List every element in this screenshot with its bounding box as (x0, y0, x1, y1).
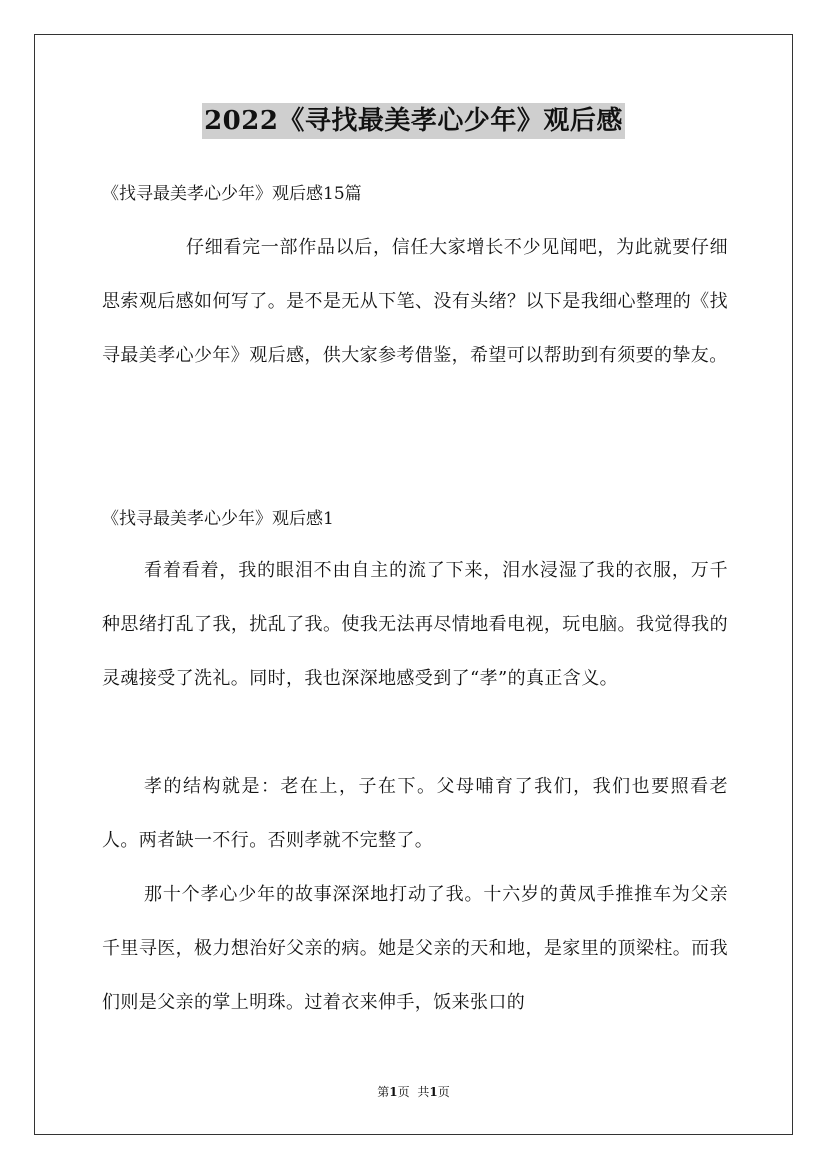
intro-paragraph: 仔细看完一部作品以后，信任大家增长不少见闻吧，为此就要仔细思索观后感如何写了。是不是无从下笔、没有头绪？以下是我细心整理的《找寻最美孝心少年》观后感，供大家参考借鉴，希望可以帮助到有须要的挚友。 (102, 237, 728, 366)
body-paragraph-2: 孝的结构就是：老在上，子在下。父母哺育了我们，我们也要照看老人。两者缺一不行。否则孝就不完整了。 (102, 776, 728, 851)
document-title: 2022《寻找最美孝心少年》观后感 (202, 103, 625, 139)
page-total-suffix: 页 (437, 1085, 450, 1099)
page-number-current: 1 (389, 1085, 398, 1099)
page-total: 1 (429, 1085, 438, 1099)
body-paragraph-3: 那十个孝心少年的故事深深地打动了我。十六岁的黄凤手推推车为父亲千里寻医，极力想治好父亲的病。她是父亲的天和地，是家里的顶梁柱。而我们则是父亲的掌上明珠。过着衣来伸手，饭来张口的 (102, 884, 728, 1013)
page-number-prefix: 第 (377, 1085, 390, 1099)
document-subtitle: 《找寻最美孝心少年》观后感15篇 (102, 184, 362, 204)
page-number-suffix: 页 (397, 1085, 410, 1099)
page-total-prefix: 共 (417, 1085, 430, 1099)
page-footer (0, 1083, 827, 1101)
section-heading: 《找寻最美孝心少年》观后感1 (102, 509, 334, 529)
title-container (0, 103, 827, 139)
body-paragraph-1: 看着看着，我的眼泪不由自主的流了下来，泪水浸湿了我的衣服，万千种思绪打乱了我，扰乱了我。使我无法再尽情地看电视，玩电脑。我觉得我的灵魂接受了洗礼。同时，我也深深地感受到了“孝”的真正含义。 (102, 560, 728, 689)
